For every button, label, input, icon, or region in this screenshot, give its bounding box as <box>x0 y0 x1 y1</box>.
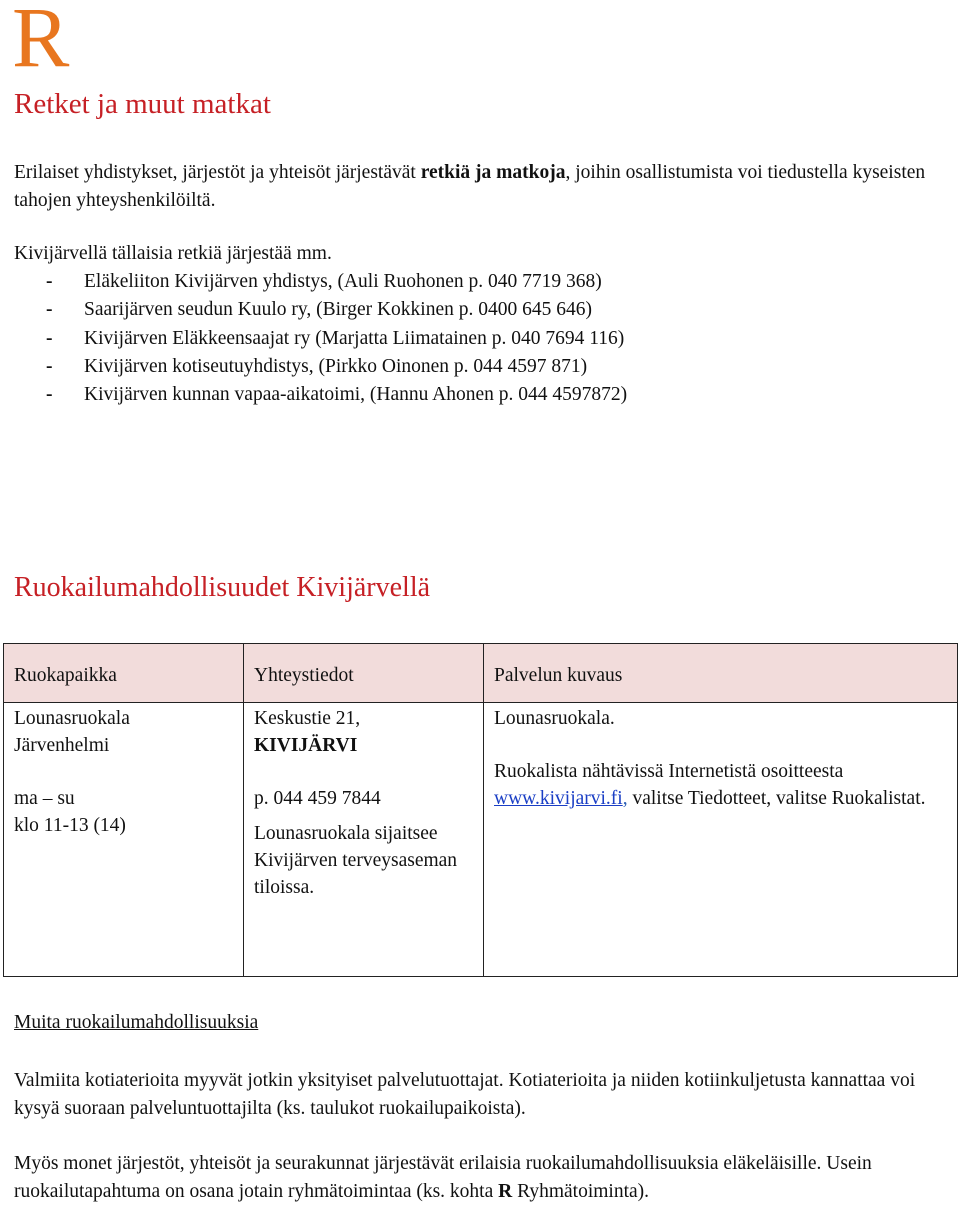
place-name-line1: Lounasruokala <box>14 708 130 729</box>
list-dash: - <box>46 327 53 349</box>
description-menu-instructions: valitse Tiedotteet, valitse Ruokalistat. <box>627 788 926 809</box>
website-link[interactable]: www.kivijarvi.fi <box>494 788 623 809</box>
cell-place <box>4 703 244 977</box>
spacer <box>254 812 473 820</box>
contact-phone: p. 044 459 7844 <box>254 788 381 809</box>
header-contact: Yhteystiedot <box>244 644 484 703</box>
section-reference: R <box>498 1181 513 1202</box>
list-item <box>46 381 627 409</box>
list-dash: - <box>46 355 53 377</box>
opening-days: ma – su <box>14 788 75 809</box>
spacer <box>14 759 233 785</box>
contact-note: Lounasruokala sijaitsee Kivijärven terveysaseman tiloissa. <box>254 823 458 898</box>
header-description: Palvelun kuvaus <box>484 644 958 703</box>
intro-text-start: Erilaiset yhdistykset, järjestöt ja yhteisöt järjestävät <box>14 162 421 183</box>
list-item <box>46 296 627 324</box>
organization-text: Eläkeliiton Kivijärven yhdistys, (Auli Ruohonen p. 040 7719 368) <box>84 271 602 292</box>
description-menu <box>494 758 947 812</box>
organization-list <box>46 268 627 409</box>
intro-paragraph <box>14 159 944 215</box>
link-comma: , <box>622 788 628 809</box>
section-title-trips: Retket ja muut matkat <box>14 88 271 120</box>
other-dining-paragraph-1: Valmiita kotiaterioita myyvät jotkin yksityiset palvelutuottajat. Kotiaterioita ja niiden kotiinkuljetusta kannattaa voi kysyä suoraan palveluntuottajilta (ks. taulukot ruokailupaikoista). <box>14 1070 916 1119</box>
section-letter: R <box>12 0 70 85</box>
description-menu-text: Ruokalista nähtävissä Internetistä osoitteesta <box>494 761 844 782</box>
other-dining-paragraph-2 <box>14 1150 944 1206</box>
intro-emphasis: retkiä ja matkoja <box>420 162 566 183</box>
place-name-line2: Järvenhelmi <box>14 735 110 756</box>
section-title-other-dining: Muita ruokailumahdollisuuksia <box>14 1012 259 1033</box>
cell-contact <box>244 703 484 977</box>
organization-text: Kivijärven Eläkkeensaajat ry (Marjatta Liimatainen p. 040 7694 116) <box>84 327 625 349</box>
table-row <box>4 703 958 977</box>
opening-hours: klo 11-13 (14) <box>14 815 126 836</box>
section-title-dining: Ruokailumahdollisuudet Kivijärvellä <box>14 572 431 603</box>
cell-description <box>484 703 958 977</box>
description-line1: Lounasruokala. <box>494 708 615 729</box>
list-dash: - <box>46 271 53 292</box>
list-item <box>46 353 627 381</box>
list-dash: - <box>46 299 53 321</box>
spacer <box>254 759 473 785</box>
contact-street: Keskustie 21, <box>254 708 361 729</box>
organization-text: Kivijärven kotiseutuyhdistys, (Pirkko Oinonen p. 044 4597 871) <box>84 355 588 377</box>
paragraph-2-text-start: Myös monet järjestöt, yhteisöt ja seurakunnat järjestävät erilaisia ruokailumahdollisuuksia eläkeläisille. Usein ruokailutapahtuma on osana jotain ryhmätoimintaa (ks. kohta <box>14 1153 872 1202</box>
paragraph-2-text-end: Ryhmätoiminta). <box>512 1181 650 1202</box>
spacer <box>494 732 947 758</box>
header-place: Ruokapaikka <box>4 644 244 703</box>
organization-text: Kivijärven kunnan vapaa-aikatoimi, (Hannu Ahonen p. 044 4597872) <box>84 384 628 406</box>
organization-text: Saarijärven seudun Kuulo ry, (Birger Kokkinen p. 0400 645 646) <box>84 299 592 321</box>
list-item <box>46 325 627 353</box>
organizations-lead: Kivijärvellä tällaisia retkiä järjestää mm. <box>14 243 332 264</box>
contact-city: KIVIJÄRVI <box>254 735 358 756</box>
table-header-row <box>4 644 958 703</box>
list-dash: - <box>46 384 53 406</box>
list-item <box>46 268 627 296</box>
dining-table <box>3 643 958 977</box>
intro-text-end: , joihin osallistumista voi tiedustella kyseisten tahojen yhteyshenkilöiltä. <box>14 162 926 211</box>
